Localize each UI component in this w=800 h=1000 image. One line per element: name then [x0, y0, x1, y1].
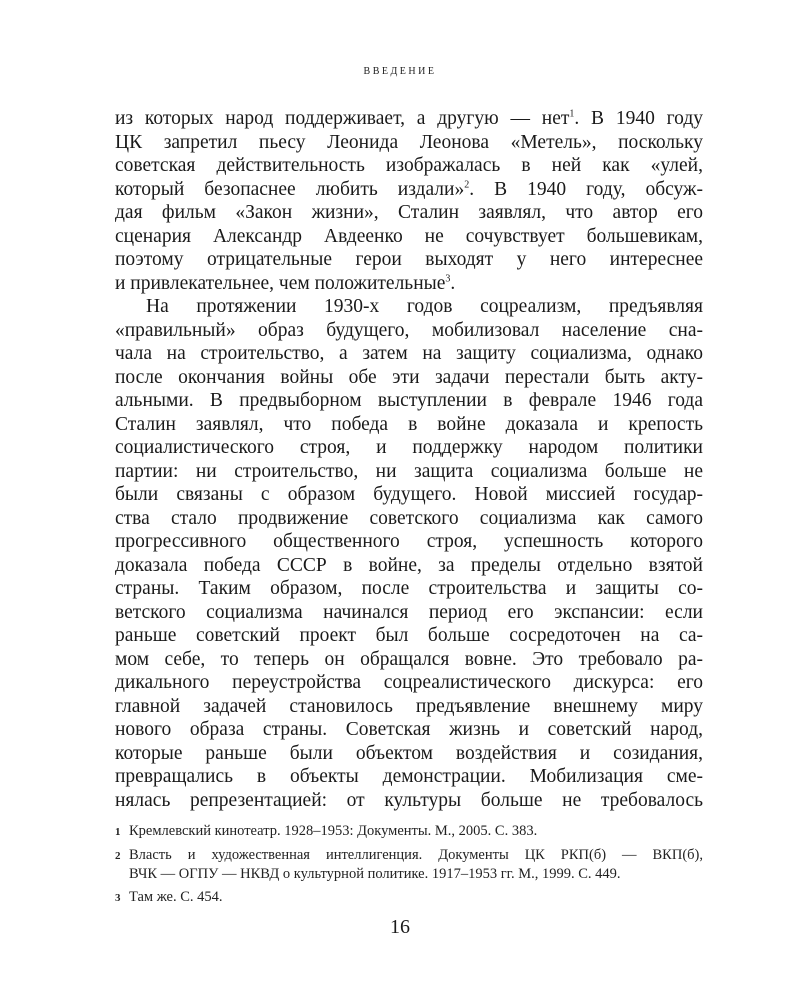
- text-line: [115, 366, 703, 390]
- footnote-text: [129, 888, 703, 908]
- text-line: [115, 107, 703, 131]
- text-line-content: На протяжении 1930-х годов соцреализм, предъявляя: [146, 296, 703, 317]
- text-line: [115, 131, 703, 155]
- text-line-content: советская действительность изображалась в ней как «улей,: [115, 155, 703, 176]
- text-line: [115, 601, 703, 625]
- footnote-number: 1: [115, 826, 121, 838]
- text-line-content: из которых народ поддерживает, а другую — нет: [115, 108, 570, 129]
- text-line: [115, 460, 703, 484]
- text-line: [115, 483, 703, 507]
- text-line-content: дая фильм «Закон жизни», Сталин заявлял, что автор его: [115, 202, 703, 223]
- text-line: [115, 671, 703, 695]
- footnote-line: ВЧК — ОГПУ — НКВД о культурной политике. 1917–1953 гг. М., 1999. С. 449.: [129, 866, 621, 882]
- text-line-content: поэтому отрицательные герои выходят у него интереснее: [115, 249, 703, 270]
- text-line-content: и привлекательнее, чем положительные: [115, 272, 446, 294]
- text-line-content: раньше советский проект был больше сосредоточен на са-: [115, 625, 703, 646]
- text-line: [115, 225, 703, 249]
- footnote-line: Власть и художественная интеллигенция. Документы ЦК РКП(б) — ВКП(б),: [129, 847, 703, 863]
- footnote-line: Кремлевский кинотеатр. 1928–1953: Документы. М., 2005. С. 383.: [129, 823, 538, 839]
- text-line: [115, 248, 703, 272]
- text-line: [115, 295, 703, 319]
- text-line: [115, 554, 703, 578]
- text-line-content: ветского социализма начинался период его экспансии: если: [115, 601, 703, 623]
- footnote-number: 3: [115, 892, 121, 904]
- footnotes: [115, 822, 703, 912]
- footnote-text: [129, 822, 703, 842]
- text-line-content: страны. Таким образом, после строительства и защиты со-: [115, 578, 703, 599]
- text-line-content: прогрессивного общественного строя, успешность которого: [115, 531, 703, 552]
- text-line-tail: .: [450, 272, 456, 294]
- text-line-content: ЦК запретил пьесу Леонида Леонова «Метель», поскольку: [115, 131, 703, 153]
- text-line: [115, 436, 703, 460]
- text-line-tail: . В 1940 году, обсуж-: [469, 178, 703, 200]
- text-line: [115, 319, 703, 343]
- text-line-content: мом себе, то теперь он обращался вовне. Это требовало ра-: [115, 648, 703, 670]
- text-line: [115, 272, 703, 296]
- text-line: [115, 413, 703, 437]
- text-line-content: нялась репрезентацией: от культуры больше не требовалось: [115, 789, 703, 811]
- footnote-ref[interactable]: 2: [464, 179, 470, 190]
- text-line: [115, 201, 703, 225]
- text-line: [115, 154, 703, 178]
- text-line-content: который безопаснее любить издали»: [115, 178, 465, 200]
- footnote-ref[interactable]: 3: [445, 273, 451, 284]
- footnote-text: [129, 846, 703, 884]
- footnote-number: 2: [115, 850, 121, 862]
- text-line-content: доказала победа СССР в войне, за пределы отдельно взятой: [115, 554, 703, 576]
- text-line-tail: . В 1940 году: [574, 108, 703, 129]
- text-line-content: нового образа страны. Советская жизнь и советский народ,: [115, 719, 703, 740]
- footnote-item: [115, 888, 703, 908]
- text-line: [115, 389, 703, 413]
- text-line-content: которые раньше были объектом воздействия и созидания,: [115, 742, 703, 764]
- text-line: [115, 765, 703, 789]
- text-line-content: Сталин заявлял, что победа в войне доказала и крепость: [115, 413, 703, 435]
- running-head: ВВЕДЕНИЕ: [363, 66, 437, 77]
- text-line: [115, 507, 703, 531]
- footnote-line: Там же. С. 454.: [129, 889, 223, 905]
- text-line-content: главной задачей становилось предъявление внешнему миру: [115, 695, 703, 717]
- text-line: [115, 178, 703, 202]
- text-line-content: ства стало продвижение советского социализма как самого: [115, 507, 703, 529]
- text-line-content: сценария Александр Авдеенко не сочувствует большевикам,: [115, 225, 703, 247]
- text-line: [115, 718, 703, 742]
- text-line: [115, 577, 703, 601]
- footnote-ref[interactable]: 1: [569, 108, 575, 120]
- text-line: [115, 695, 703, 719]
- text-line: [115, 648, 703, 672]
- text-line-content: «правильный» образ будущего, мобилизовал население сна-: [115, 319, 703, 341]
- text-line-content: дикального переустройства соцреалистического дискурса: его: [115, 672, 703, 693]
- footnote-item: [115, 846, 703, 884]
- text-line: [115, 530, 703, 554]
- text-line: [115, 624, 703, 648]
- body-text: [115, 107, 703, 812]
- text-line-content: после окончания войны обе эти задачи перестали быть акту-: [115, 366, 703, 388]
- text-line-content: превращались в объекты демонстрации. Мобилизация сме-: [115, 766, 703, 787]
- text-line: [115, 789, 703, 813]
- text-line: [115, 742, 703, 766]
- text-line-content: были связаны с образом будущего. Новой миссией государ-: [115, 484, 703, 505]
- page-number: 16: [390, 916, 410, 938]
- text-line-content: социалистического строя, и поддержку народом политики: [115, 437, 703, 458]
- text-line: [115, 342, 703, 366]
- text-line-content: альными. В предвыборном выступлении в феврале 1946 года: [115, 390, 703, 411]
- text-line-content: партии: ни строительство, ни защита социализма больше не: [115, 460, 703, 482]
- footnote-item: [115, 822, 703, 842]
- text-line-content: чала на строительство, а затем на защиту социализма, однако: [115, 343, 703, 364]
